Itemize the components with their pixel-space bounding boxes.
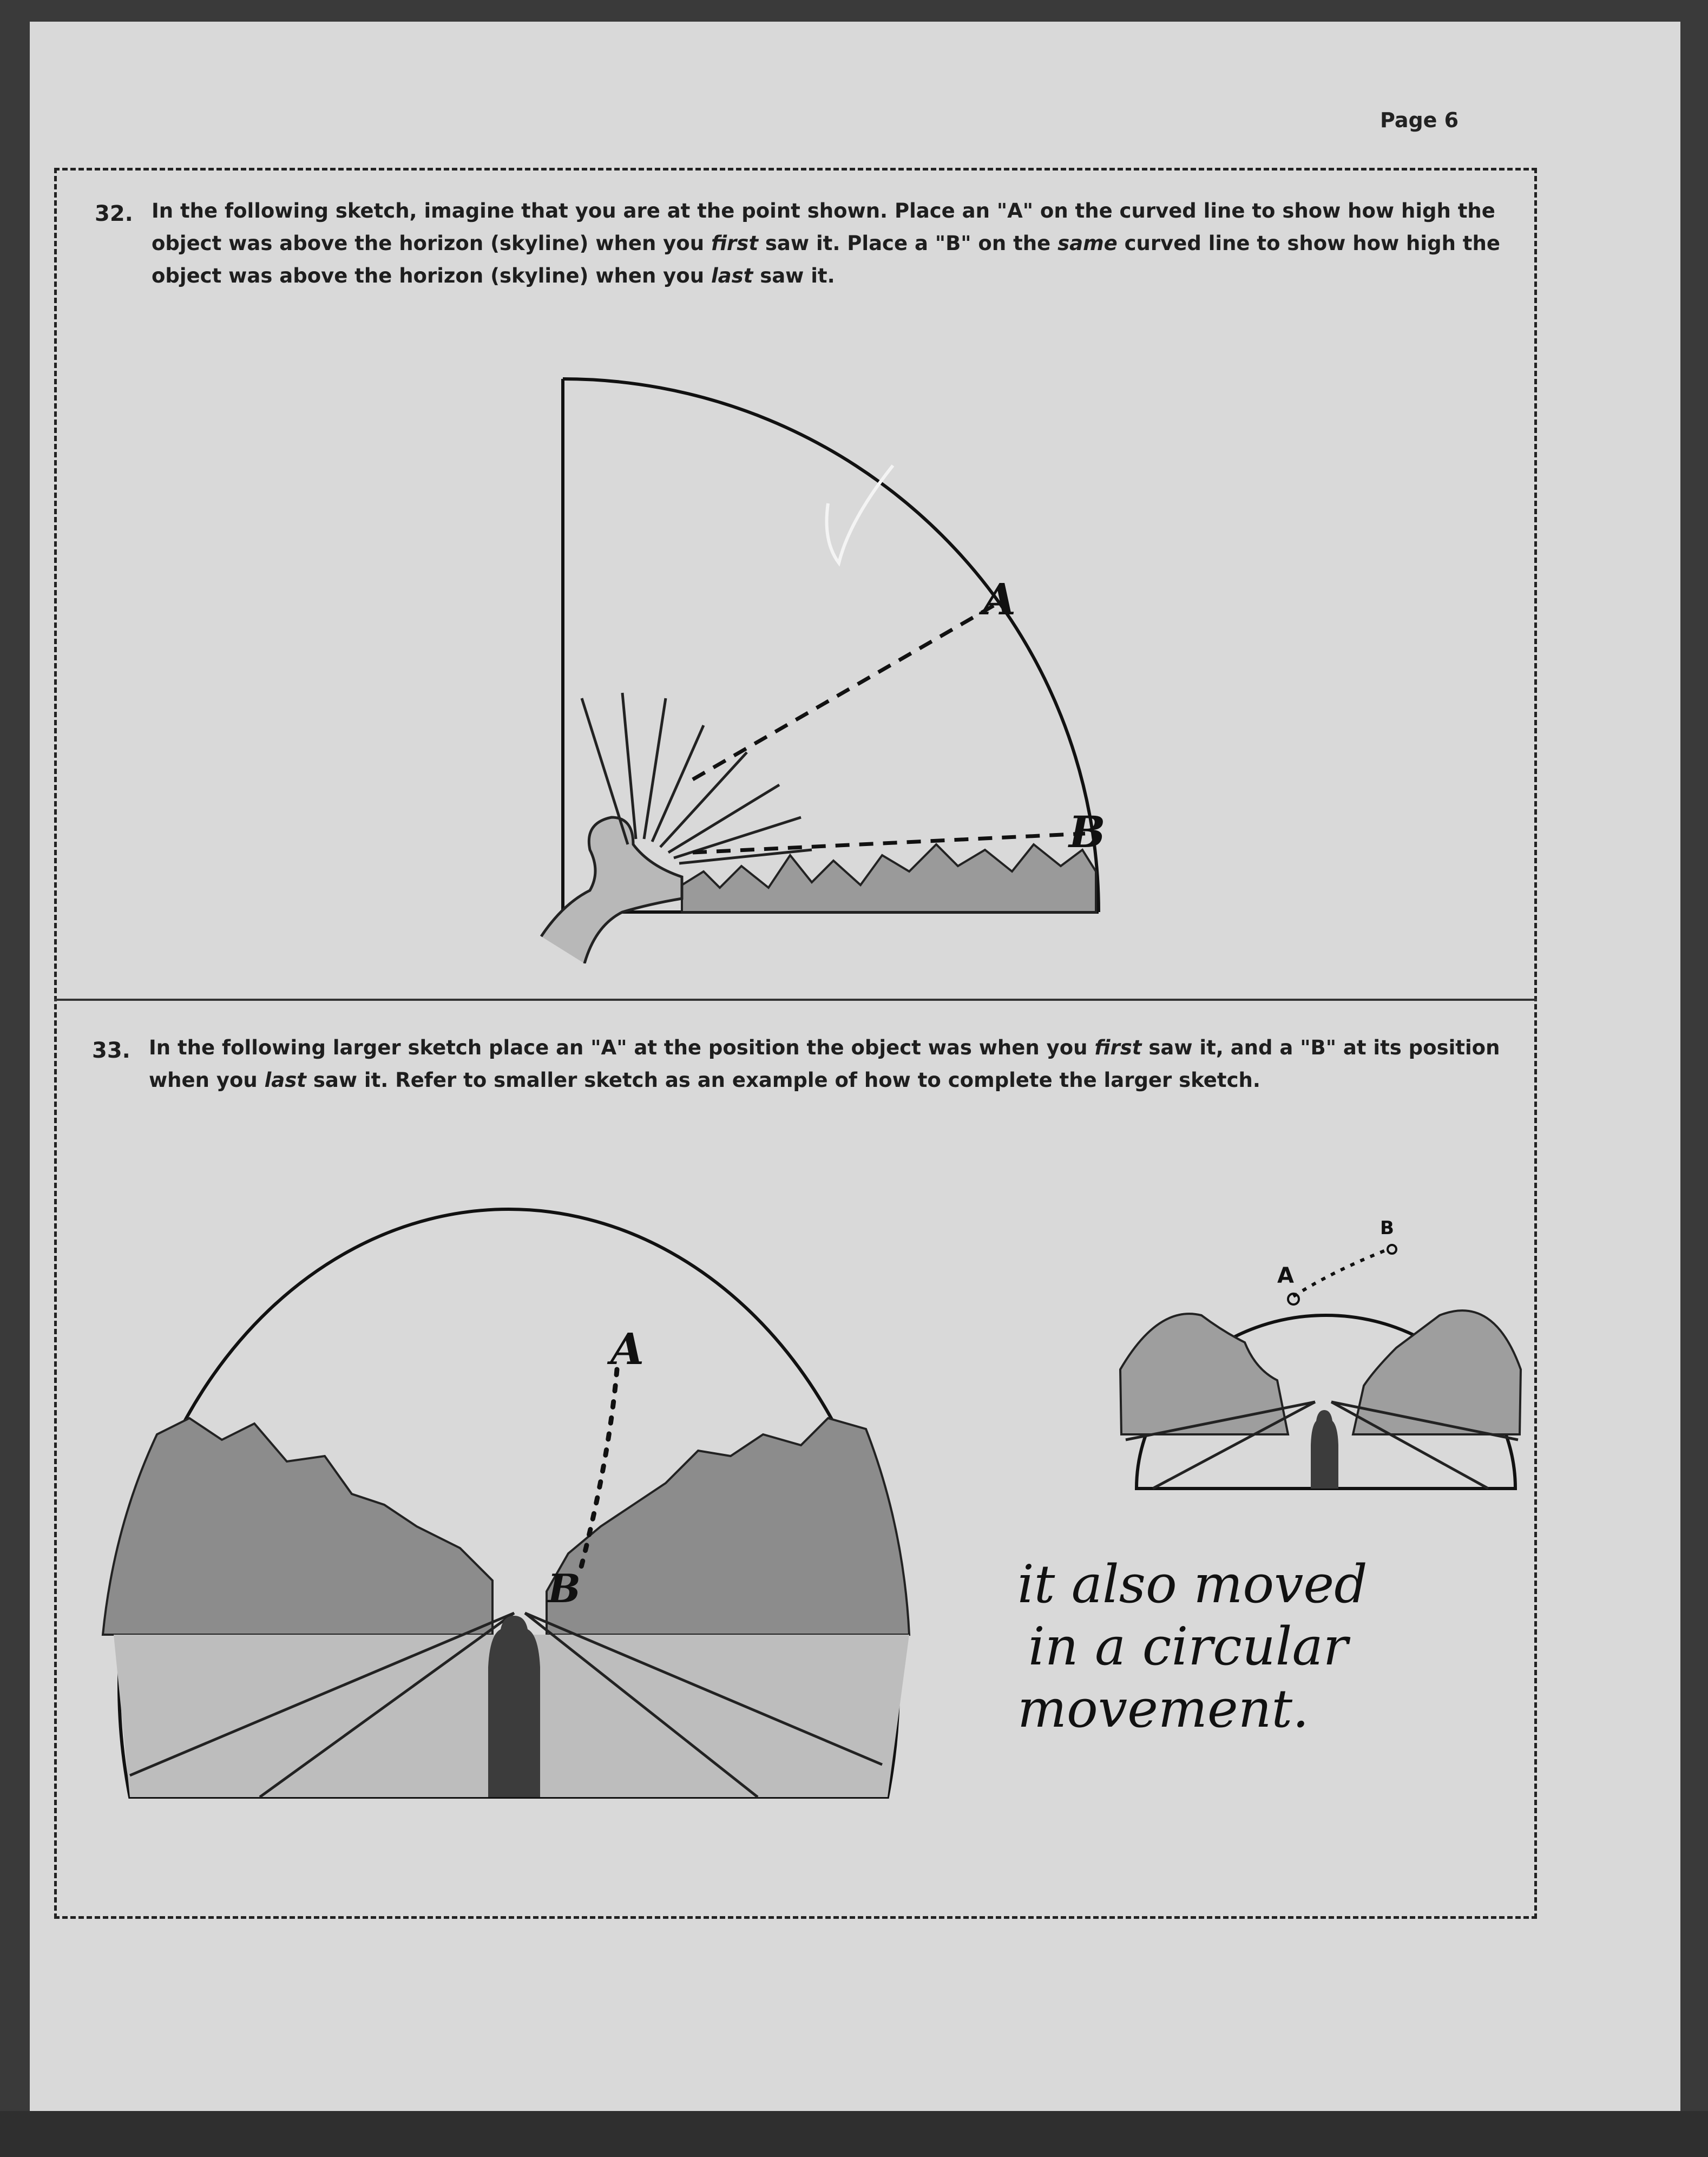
mark-b-label: B xyxy=(1069,807,1106,857)
sight-line-b xyxy=(693,834,1085,853)
scan-edge xyxy=(0,2111,1708,2157)
question-33-text: In the following larger sketch place an "A" at the position the object was when you first saw it, and a "B" at its position when you last saw it. Refer to smaller sketch as an example of how to complete the larger sketch. xyxy=(149,1036,1500,1092)
example-left-clouds xyxy=(1120,1314,1288,1434)
example-person-figure xyxy=(1311,1410,1338,1489)
example-end-dot xyxy=(1388,1245,1396,1254)
sky-arc xyxy=(563,379,1099,912)
question-33-number: 33. xyxy=(92,1038,130,1063)
right-tree-line xyxy=(547,1418,909,1635)
large-mark-a-label: A xyxy=(610,1323,645,1374)
person-figure xyxy=(488,1616,540,1797)
question-32-number: 32. xyxy=(95,201,133,226)
question-divider xyxy=(54,999,1537,1001)
example-object-path xyxy=(1293,1250,1385,1296)
left-tree-line xyxy=(103,1418,492,1635)
handwritten-note xyxy=(1017,1553,1505,1740)
skyline-silhouette xyxy=(682,844,1096,912)
mark-a-label: A xyxy=(982,574,1016,625)
sight-line-a xyxy=(693,598,1007,779)
check-mark xyxy=(827,466,894,563)
large-dome-sketch xyxy=(81,1202,947,1840)
example-mark-a-label: A xyxy=(1277,1263,1294,1288)
example-right-clouds xyxy=(1353,1310,1521,1434)
handwritten-line-3: movement. xyxy=(1017,1679,1309,1739)
example-mark-b-label: B xyxy=(1380,1217,1394,1239)
handwritten-line-2: in a circular xyxy=(1028,1616,1348,1677)
handwritten-line-1: it also moved xyxy=(1017,1554,1368,1615)
page-number: Page 6 xyxy=(1380,108,1459,132)
example-dome-sketch xyxy=(1115,1207,1526,1499)
large-mark-b-label: B xyxy=(548,1565,581,1611)
quarter-circle-sketch xyxy=(487,368,1164,963)
question-32-text: In the following sketch, imagine that you are at the point shown. Place an "A" on the curved line to show how high the object was above the horizon (skyline) when you first saw it. Place a "B" on the same curved line to show how high the object was above the horizon (skyline) when you last saw it. xyxy=(152,199,1500,287)
